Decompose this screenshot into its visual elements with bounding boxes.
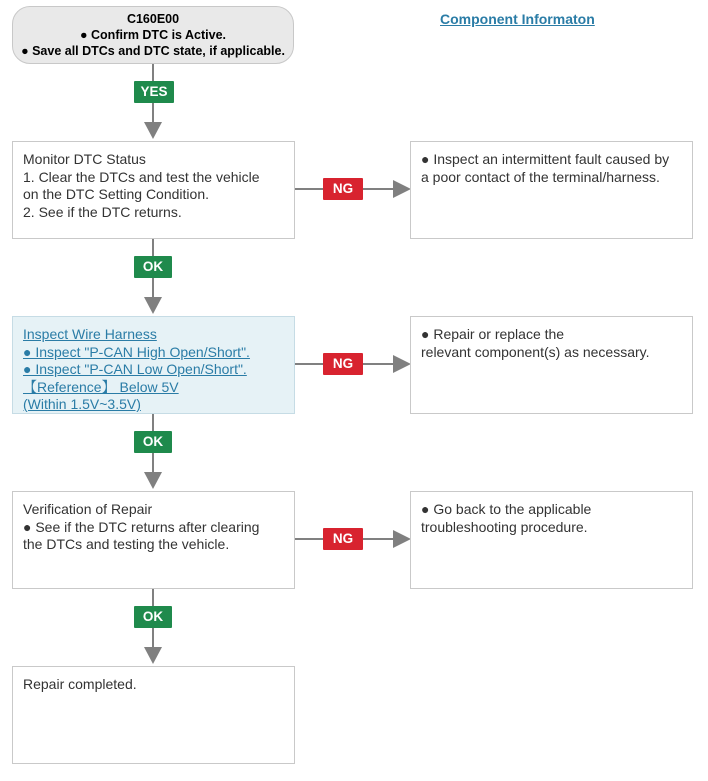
component-information-link[interactable]: Component Informaton (440, 11, 595, 27)
result-intermittent-fault (410, 141, 693, 239)
result2-line-1: ● Repair or replace the (421, 326, 565, 342)
arrow-down-icon (144, 122, 162, 139)
ng-badge: NG (323, 353, 363, 375)
ok-badge: OK (134, 256, 172, 278)
yes-badge: YES (134, 81, 174, 103)
result-go-back (410, 491, 693, 589)
start-node (12, 6, 294, 64)
step2-link-reference[interactable]: 【Reference】 Below 5V (23, 378, 179, 395)
result3-line-2: troubleshooting procedure. (421, 518, 588, 535)
ok-badge: OK (134, 431, 172, 453)
result-repair-replace (410, 316, 693, 414)
result1-line-2: a poor contact of the terminal/harness. (421, 168, 660, 185)
step1-line-2: 1. Clear the DTCs and test the vehicle (23, 168, 260, 185)
step2-link-pcan-low[interactable]: ● Inspect "P-CAN Low Open/Short". (23, 361, 247, 377)
start-line-1: ● Confirm DTC is Active. (80, 28, 226, 42)
arrow-right-icon (393, 355, 411, 373)
step-inspect-wire-harness[interactable] (12, 316, 295, 414)
step3-line-3: the DTCs and testing the vehicle. (23, 536, 230, 552)
arrow-right-icon (393, 180, 411, 198)
step2-link-title[interactable]: Inspect Wire Harness (23, 326, 157, 342)
result1-line-1: ● Inspect an intermittent fault caused by (421, 151, 670, 167)
final-repair-completed (12, 666, 295, 764)
arrow-right-icon (393, 530, 411, 548)
dtc-code: C160E00 (126, 12, 180, 26)
step1-line-4: 2. See if the DTC returns. (23, 203, 182, 220)
final-text: Repair completed. (23, 676, 137, 692)
step-monitor-dtc-status (12, 141, 295, 239)
step1-line-1: Monitor DTC Status (23, 151, 146, 167)
result2-line-2: relevant component(s) as necessary. (421, 343, 650, 360)
ok-badge: OK (134, 606, 172, 628)
result3-line-1: ● Go back to the applicable (421, 501, 592, 517)
step3-line-2: ● See if the DTC returns after clearing (23, 518, 260, 535)
arrow-down-icon (144, 297, 162, 314)
step2-link-range[interactable]: (Within 1.5V~3.5V) (23, 396, 141, 412)
step3-line-1: Verification of Repair (23, 501, 153, 517)
ng-badge: NG (323, 178, 363, 200)
start-line-2: ● Save all DTCs and DTC state, if applicable. (21, 44, 285, 58)
ng-badge: NG (323, 528, 363, 550)
arrow-down-icon (144, 647, 162, 664)
step1-line-3: on the DTC Setting Condition. (23, 186, 209, 202)
arrow-down-icon (144, 472, 162, 489)
step2-link-pcan-high[interactable]: ● Inspect "P-CAN High Open/Short". (23, 343, 250, 360)
step-verification-of-repair (12, 491, 295, 589)
